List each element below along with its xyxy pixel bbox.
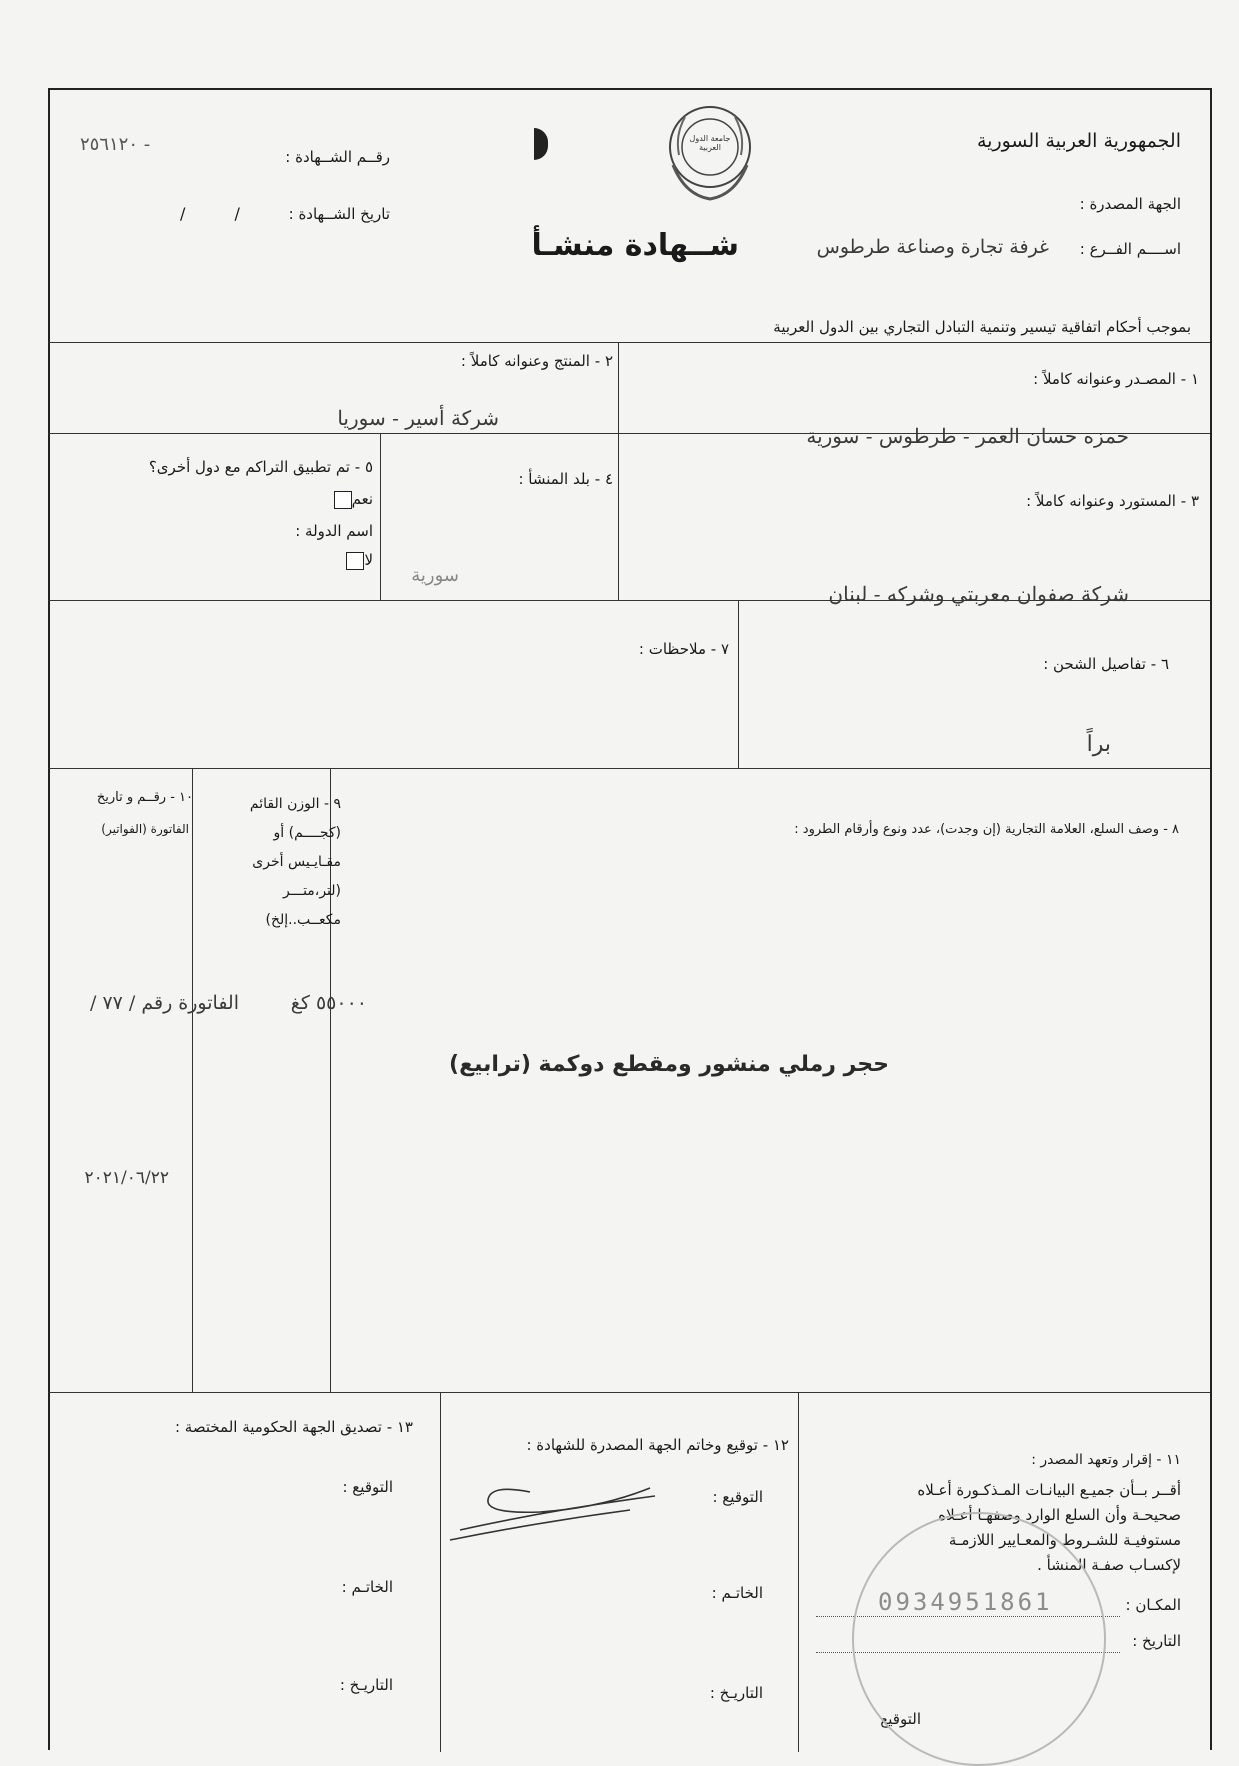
certificate-date-label: تاريخ الشــهادة : [288,205,390,223]
declaration-date-label: التاريخ : [1132,1632,1181,1650]
shipping-label: ٦ - تفاصيل الشحن : [1043,655,1169,673]
origin-country-value: سورية [411,565,459,586]
certificate-title: شــهادة منشـأ [531,228,739,263]
importer-label: ٣ - المستورد وعنوانه كاملاً : [1026,492,1199,510]
declaration-label: ١١ - إقرار وتعهد المصدر : [1031,1452,1181,1468]
handwritten-signature [430,1470,670,1550]
branch-label: اســــم الفــرع : [1079,240,1181,258]
issuer-date-label: التاريـخ : [709,1684,763,1702]
invoice-sub-label: الفاتورة (الفواتير) [101,822,189,836]
branch-value: غرفة تجارة وصناعة طرطوس [816,236,1049,258]
issuer-signature-label: ١٢ - توقيع وخاتم الجهة المصدرة للشهادة : [526,1436,789,1454]
cumulation-country-name: اسم الدولة : [295,522,373,540]
declaration-signature-label: التوقيع [880,1710,921,1728]
country-name: الجمهورية العربية السورية [976,130,1181,152]
goods-label: ٨ - وصف السلع، العلامة التجارية (إن وجدت)، عدد ونوع وأرقام الطرود : [794,822,1179,837]
weight-label: ٩ - الوزن القائم (كجــــم) أو مقـايـيس أخرى (لتر،متـــر مكعــب..إلخ) [249,796,341,928]
yes-checkbox[interactable] [334,491,352,509]
invoice-number-value: الفاتورة رقم / ٧٧ / [90,992,239,1014]
declaration-place-label: المكـان : [1125,1596,1181,1614]
exporter-stamp [852,1512,1106,1766]
cumulation-yes: نعم [330,490,373,509]
invoice-date-value: ٢٠٢١/٠٦/٢٢ [84,1168,169,1188]
issuer-seal-label: الخاتـم : [711,1584,763,1602]
government-sign-label: التوقيع : [342,1478,393,1496]
stamp-number: 0934951861 [878,1588,1053,1616]
government-date-label: التاريـخ : [339,1676,393,1694]
declaration-text: أقــر بــأن جميـع البيانـات المـذكـورة أعـلاه صحيحـة وأن السلع الوارد وصفهـا أعـلاه مستوفيـة للشـروط والمعـايير اللازمـة لإكسـاب صفـة المنشأ . [917,1481,1181,1574]
remarks-label: ٧ - ملاحظات : [638,640,729,658]
certificate-number-value: ٢٥٦١٢٠ - [80,134,151,155]
origin-country-label: ٤ - بلد المنشأ : [518,470,613,488]
emblem-text: جامعة الدول العربية [689,134,731,152]
producer-value: شركة أسير - سوريا [337,406,499,430]
producer-label: ٢ - المنتج وعنوانه كاملاً : [460,352,613,370]
certificate-date-value: / / [180,204,262,223]
exporter-value: حمزه حسان العمر - طرطوس - سورية [806,424,1129,448]
cumulation-label: ٥ - تم تطبيق التراكم مع دول أخرى؟ [148,458,373,476]
exporter-label: ١ - المصـدر وعنوانه كاملاً : [1033,370,1199,388]
shipping-value: براً [1086,732,1111,757]
agreement-line: بموجب أحكام اتفاقية تيسير وتنمية التبادل التجاري بين الدول العربية [773,318,1191,336]
issuer-sign-label: التوقيع : [712,1488,763,1506]
certificate-number-label: رقــم الشــهادة : [285,148,390,166]
government-label: ١٣ - تصديق الجهة الحكومية المختصة : [174,1418,413,1436]
goods-value: حجر رملي منشور ومقطع دوكمة (ترابيع) [449,1052,889,1077]
weight-value: ٥٥٠٠٠ كغ [290,992,367,1014]
importer-value: شركة صفوان معربتي وشركه - لبنان [828,582,1129,606]
cumulation-no: لا [342,551,373,570]
no-checkbox[interactable] [346,552,364,570]
government-seal-label: الخاتـم : [341,1578,393,1596]
invoice-label: ١٠ - رقــم و تاريخ [96,790,193,805]
issuing-body-label: الجهة المصدرة : [1079,195,1181,213]
